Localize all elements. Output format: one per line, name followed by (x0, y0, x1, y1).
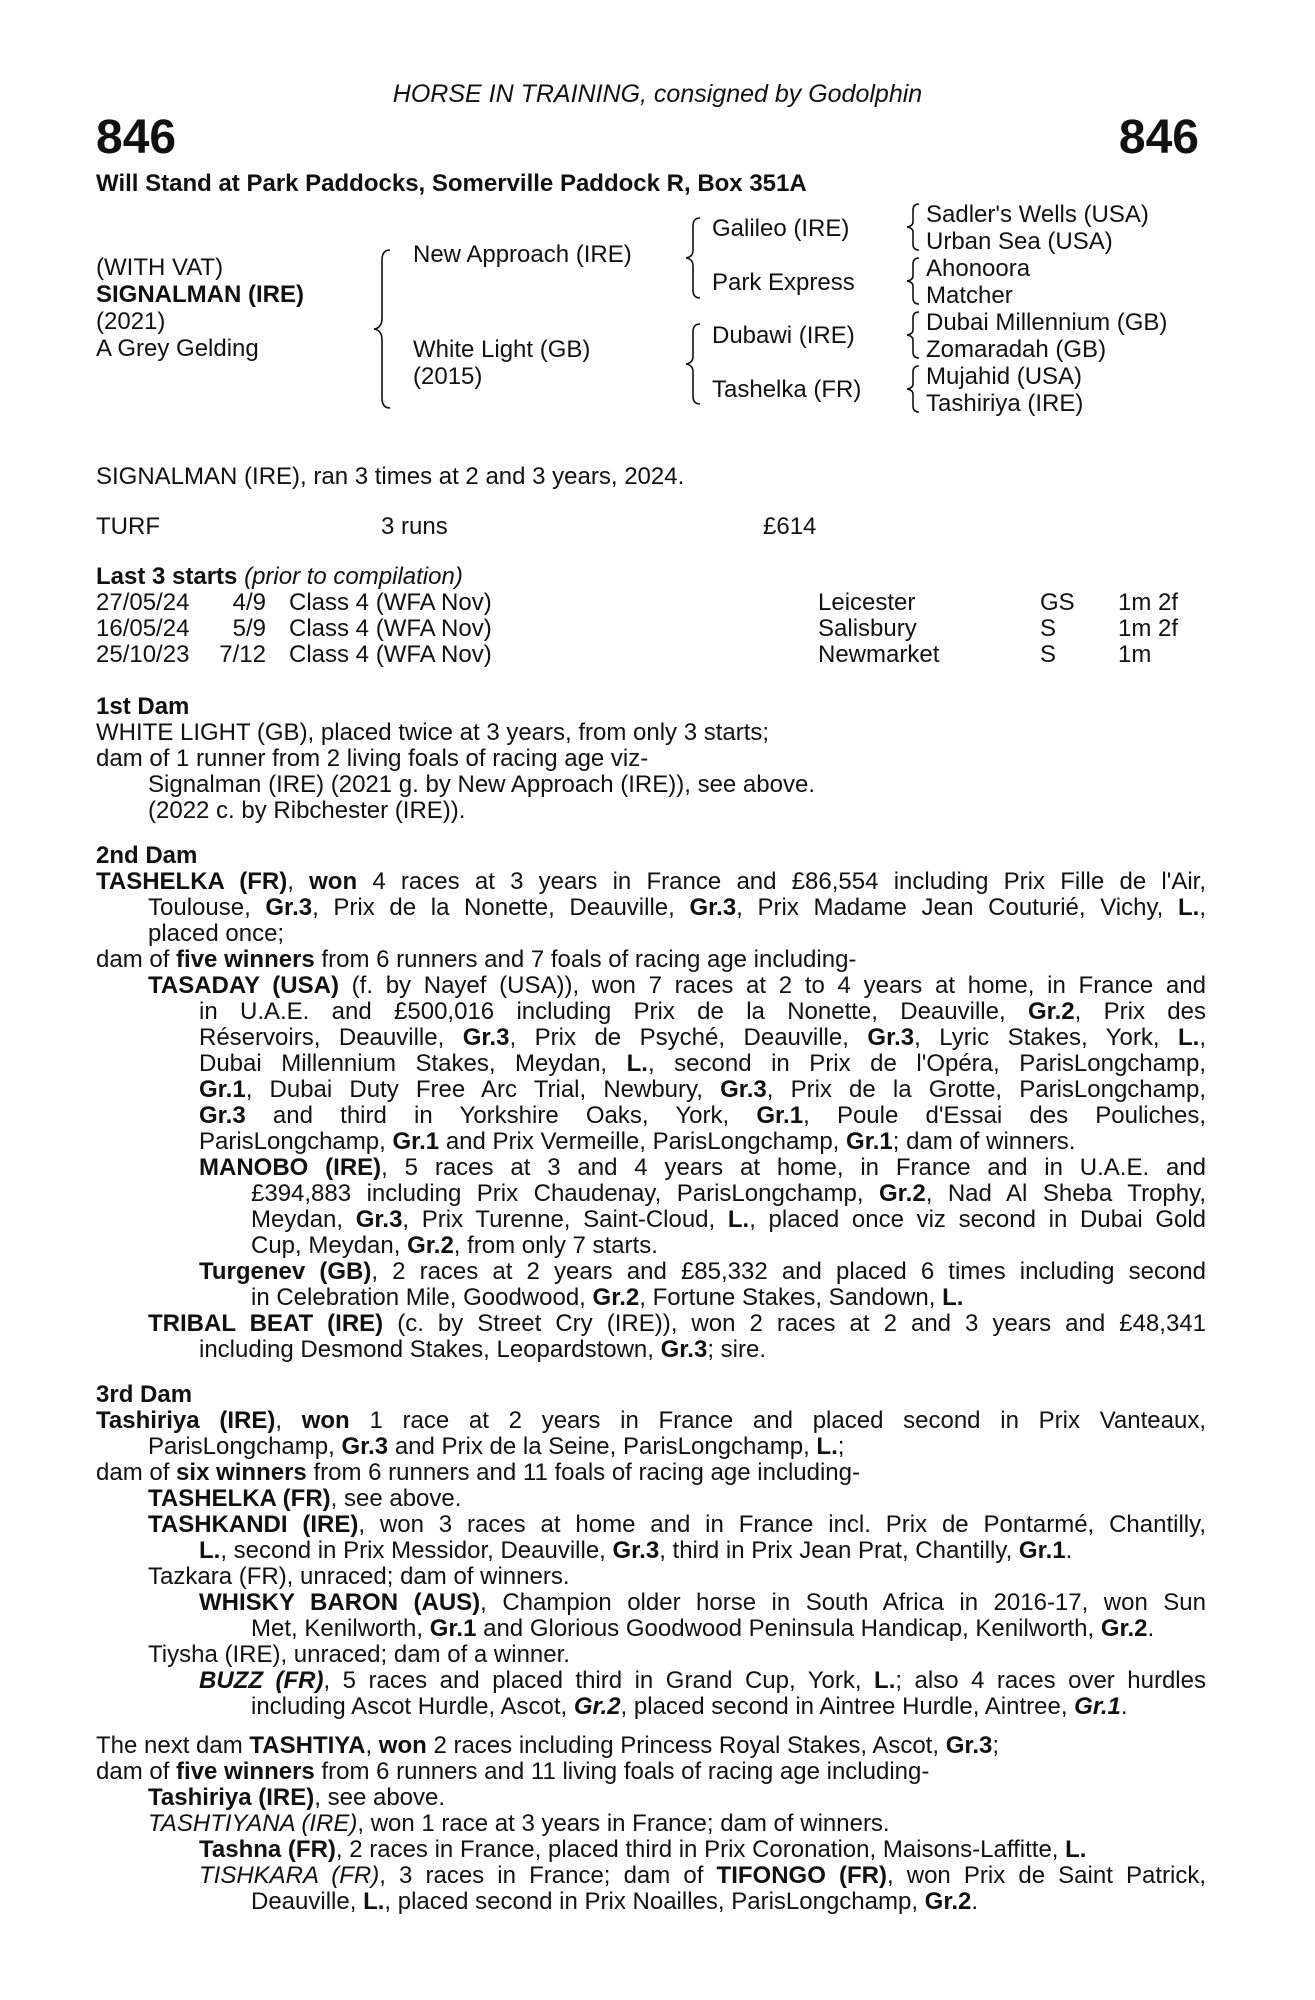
table-row (0, 590, 1315, 616)
third-dam-line: L., second in Prix Messidor, Deauville, Gr.3, third in Prix Jean Prat, Chantilly, Gr.1. (199, 1537, 1073, 1564)
start-going: GS (1040, 589, 1075, 616)
start-position: 4/9 (232, 589, 266, 616)
start-class: Class 4 (WFA Nov) (289, 589, 492, 616)
race-summary: SIGNALMAN (IRE), ran 3 times at 2 and 3 years, 2024. (96, 463, 685, 490)
third-dam-line: Tiysha (IRE), unraced; dam of a winner. (148, 1641, 570, 1668)
pedigree-dam-dam: Tashelka (FR) (712, 376, 862, 403)
table-row (0, 616, 1315, 642)
start-course: Leicester (818, 589, 916, 616)
start-going: S (1040, 641, 1057, 668)
pedigree-g3: Ahonoora (926, 255, 1031, 282)
horse-year: (2021) (96, 308, 166, 335)
start-position: 7/12 (219, 641, 266, 668)
second-dam-line: Turgenev (GB), 2 races at 2 years and £85,332 and placed 6 times including second (199, 1258, 1206, 1285)
first-dam-section (96, 694, 1206, 824)
third-dam-line: Tashiriya (IRE), won 1 race at 2 years in France and placed second in Prix Vanteaux, (96, 1407, 1206, 1434)
first-dam-foal: (2022 c. by Ribchester (IRE)). (148, 797, 466, 824)
start-date: 25/10/23 (96, 641, 190, 668)
stand-location: Will Stand at Park Paddocks, Somerville Paddock R, Box 351A (96, 170, 807, 197)
third-dam-line: TASHELKA (FR), see above. (148, 1485, 462, 1512)
pedigree-brace-dam (684, 322, 704, 406)
pedigree-brace-g3 (904, 310, 922, 360)
pedigree-g5: Dubai Millennium (GB) (926, 309, 1168, 336)
last-starts-heading (96, 564, 463, 590)
third-dam-section (96, 1382, 1206, 1720)
third-dam-line: BUZZ (FR), 5 races and placed third in Grand Cup, York, L.; also 4 races over hurdles (199, 1667, 1206, 1694)
next-dam-line: The next dam TASHTIYA, won 2 races including Princess Royal Stakes, Ascot, Gr.3; (96, 1732, 1000, 1759)
third-dam-line: WHISKY BARON (AUS), Champion older horse in South Africa in 2016-17, won Sun (199, 1589, 1206, 1616)
first-dam-line: WHITE LIGHT (GB), placed twice at 3 years, from only 3 starts; (96, 719, 770, 746)
pedigree-g1: Sadler's Wells (USA) (926, 201, 1149, 228)
next-dam-line: Tashiriya (IRE), see above. (148, 1784, 446, 1811)
third-dam-line: dam of six winners from 6 runners and 11 foals of racing age including- (96, 1459, 860, 1486)
pedigree-g8: Tashiriya (IRE) (926, 390, 1084, 417)
second-dam-line: Réservoirs, Deauville, Gr.3, Prix de Psyché, Deauville, Gr.3, Lyric Stakes, York, L., (199, 1024, 1206, 1051)
pedigree-brace-g1 (904, 202, 922, 252)
second-dam-line: TASADAY (USA) (f. by Nayef (USA)), won 7 races at 2 to 4 years at home, in France and (148, 972, 1206, 999)
pedigree-sire-sire: Galileo (IRE) (712, 215, 850, 242)
next-dam-line: Deauville, L., placed second in Prix Noailles, ParisLongchamp, Gr.2. (251, 1888, 979, 1915)
pedigree-brace-g4 (904, 364, 922, 414)
start-distance: 1m 2f (1118, 615, 1179, 642)
pedigree-brace-g2 (904, 256, 922, 306)
first-dam-line: dam of 1 runner from 2 living foals of racing age viz- (96, 745, 649, 772)
start-course: Newmarket (818, 641, 940, 668)
page-header-title: HORSE IN TRAINING, consigned by Godolphin (392, 80, 923, 108)
first-dam-foal: Signalman (IRE) (2021 g. by New Approach (IRE)), see above. (148, 771, 815, 798)
turf-prize: £614 (763, 513, 817, 540)
vat-note: (WITH VAT) (96, 254, 224, 281)
pedigree-dam-sire: Dubawi (IRE) (712, 322, 855, 349)
second-dam-line: including Desmond Stakes, Leopardstown, Gr.3; sire. (199, 1336, 766, 1363)
lot-number-right: 846 (1118, 111, 1199, 164)
second-dam-line: ParisLongchamp, Gr.1 and Prix Vermeille, ParisLongchamp, Gr.1; dam of winners. (199, 1128, 1076, 1155)
pedigree-dam-year: (2015) (413, 363, 483, 390)
second-dam-line: Gr.1, Dubai Duty Free Arc Trial, Newbury, Gr.3, Prix de la Grotte, ParisLongchamp, (199, 1076, 1206, 1103)
next-dam-section (96, 1733, 1206, 1915)
start-distance: 1m (1118, 641, 1152, 668)
pedigree-brace-sire (684, 216, 704, 300)
start-class: Class 4 (WFA Nov) (289, 641, 492, 668)
third-dam-line: Tazkara (FR), unraced; dam of winners. (148, 1563, 570, 1590)
second-dam-line: £394,883 including Prix Chaudenay, ParisLongchamp, Gr.2, Nad Al Sheba Trophy, (251, 1180, 1206, 1207)
second-dam-heading: 2nd Dam (96, 842, 198, 869)
pedigree-dam: White Light (GB) (413, 336, 591, 363)
pedigree-sire-dam: Park Express (712, 269, 855, 296)
start-position: 5/9 (232, 615, 266, 642)
pedigree-brace-main (372, 248, 394, 410)
start-date: 16/05/24 (96, 615, 190, 642)
second-dam-line: MANOBO (IRE), 5 races at 3 and 4 years at home, in France and in U.A.E. and (199, 1154, 1207, 1181)
turf-label: TURF (96, 513, 160, 540)
start-going: S (1040, 615, 1057, 642)
second-dam-line: Cup, Meydan, Gr.2, from only 7 starts. (251, 1232, 658, 1259)
third-dam-line: Met, Kenilworth, Gr.1 and Glorious Goodwood Peninsula Handicap, Kenilworth, Gr.2. (251, 1615, 1155, 1642)
second-dam-line: dam of five winners from 6 runners and 7 foals of racing age including- (96, 946, 857, 973)
pedigree-sire: New Approach (IRE) (413, 241, 632, 268)
next-dam-line: dam of five winners from 6 runners and 11 living foals of racing age including- (96, 1758, 930, 1785)
horse-description: A Grey Gelding (96, 335, 259, 362)
pedigree-g4: Matcher (926, 282, 1013, 309)
lot-number-left: 846 (96, 111, 177, 164)
third-dam-line: TASHKANDI (IRE), won 3 races at home and in France incl. Prix de Pontarmé, Chantilly, (148, 1511, 1206, 1538)
start-course: Salisbury (818, 615, 917, 642)
pedigree-g2: Urban Sea (USA) (926, 228, 1113, 255)
second-dam-line: in U.A.E. and £500,016 including Prix de la Nonette, Deauville, Gr.2, Prix des (199, 998, 1206, 1025)
second-dam-section (96, 843, 1206, 1363)
last-starts-note: (prior to compilation) (244, 563, 463, 590)
start-class: Class 4 (WFA Nov) (289, 615, 492, 642)
second-dam-line: Gr.3 and third in Yorkshire Oaks, York, Gr.1, Poule d'Essai des Pouliches, (199, 1102, 1207, 1129)
next-dam-line: TISHKARA (FR), 3 races in France; dam of TIFONGO (FR), won Prix de Saint Patrick, (199, 1862, 1206, 1889)
start-date: 27/05/24 (96, 589, 190, 616)
third-dam-heading: 3rd Dam (96, 1381, 193, 1408)
third-dam-line: including Ascot Hurdle, Ascot, Gr.2, placed second in Aintree Hurdle, Aintree, Gr.1. (251, 1693, 1128, 1720)
turf-runs: 3 runs (381, 513, 448, 540)
third-dam-line: ParisLongchamp, Gr.3 and Prix de la Seine, ParisLongchamp, L.; (148, 1433, 845, 1460)
second-dam-line: TASHELKA (FR), won 4 races at 3 years in France and £86,554 including Prix Fille de l'Air, (96, 868, 1206, 895)
pedigree-g7: Mujahid (USA) (926, 363, 1083, 390)
last-starts-title: Last 3 starts (96, 563, 238, 590)
second-dam-line: Dubai Millennium Stakes, Meydan, L., second in Prix de l'Opéra, ParisLongchamp, (199, 1050, 1206, 1077)
second-dam-line: Meydan, Gr.3, Prix Turenne, Saint-Cloud, L., placed once viz second in Dubai Gold (251, 1206, 1207, 1233)
next-dam-line: Tashna (FR), 2 races in France, placed third in Prix Coronation, Maisons-Laffitte, L. (199, 1836, 1087, 1863)
second-dam-line: TRIBAL BEAT (IRE) (c. by Street Cry (IRE)), won 2 races at 2 and 3 years and £48,341 (148, 1310, 1206, 1337)
horse-name: SIGNALMAN (IRE) (96, 281, 304, 308)
table-row (0, 642, 1315, 668)
next-dam-line: TASHTIYANA (IRE), won 1 race at 3 years in France; dam of winners. (148, 1810, 890, 1837)
second-dam-line: placed once; (148, 920, 285, 947)
second-dam-line: Toulouse, Gr.3, Prix de la Nonette, Deauville, Gr.3, Prix Madame Jean Couturié, Vichy, L., (148, 894, 1206, 921)
first-dam-heading: 1st Dam (96, 693, 190, 720)
second-dam-line: in Celebration Mile, Goodwood, Gr.2, Fortune Stakes, Sandown, L. (251, 1284, 964, 1311)
pedigree-g6: Zomaradah (GB) (926, 336, 1107, 363)
start-distance: 1m 2f (1118, 589, 1179, 616)
